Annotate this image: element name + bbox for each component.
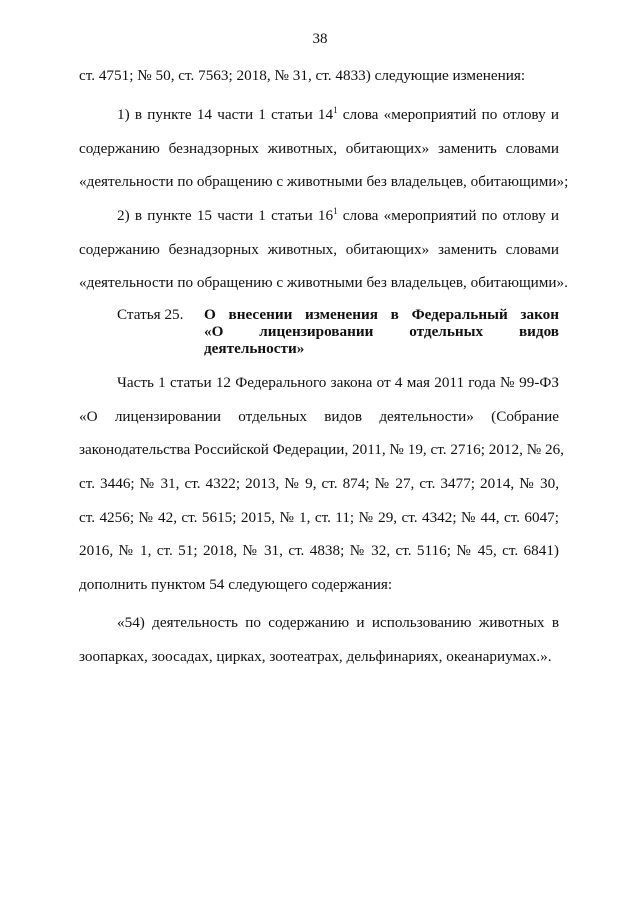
item1-line-1-after: слова «мероприятий по отлову и [337, 106, 560, 123]
article-title-line-2: «О лицензировании отдельных видов [204, 323, 559, 340]
body-line-3: законодательства Российской Федерации, 2011, № 19, ст. 2716; 2012, № 26, [79, 441, 564, 459]
item1-line-1 [79, 98, 559, 132]
intro-paragraph [79, 59, 559, 93]
article-title [204, 306, 559, 357]
article-title-line-3: деятельности» [204, 340, 305, 357]
body-line-1: Часть 1 статьи 12 Федерального закона от 4 мая 2011 года № 99-ФЗ [117, 374, 559, 391]
article-label: Статья 25. [117, 306, 184, 323]
amendment-item-1 [79, 98, 569, 199]
new-item-54 [79, 606, 559, 673]
item1-superscript: 1 [333, 105, 338, 115]
item2-superscript: 1 [333, 206, 338, 216]
amendment-item-2 [79, 199, 568, 300]
body-paragraph [79, 366, 564, 602]
item1-line-1-before: 1) в пункте 14 части 1 статьи 14 [117, 106, 334, 123]
intro-line: ст. 4751; № 50, ст. 7563; 2018, № 31, ст. 4833) следующие изменения: [79, 67, 526, 84]
article-title-line-1: О внесении изменения в Федеральный закон [204, 306, 559, 323]
item1-line-2: содержанию безнадзорных животных, обитающих» заменить словами [79, 139, 559, 157]
body-line-7: дополнить пунктом 54 следующего содержания: [79, 576, 393, 594]
item1-line-3: «деятельности по обращению с животными без владельцев, обитающими»; [79, 173, 569, 191]
item2-line-1-before: 2) в пункте 15 части 1 статьи 16 [117, 207, 334, 224]
item2-line-1 [79, 199, 559, 233]
body-line-6: 2016, № 1, ст. 51; 2018, № 31, ст. 4838; № 32, ст. 5116; № 45, ст. 6841) [79, 542, 559, 560]
new-item-line-1: «54) деятельность по содержанию и использованию животных в [117, 614, 559, 631]
page-number: 38 [312, 31, 328, 47]
item2-line-3: «деятельности по обращению с животными без владельцев, обитающими». [79, 274, 568, 292]
item2-line-1-after: слова «мероприятий по отлову и [337, 207, 560, 224]
body-line-2: «О лицензировании отдельных видов деятельности» (Собрание [79, 407, 559, 425]
new-item-line-2: зоопарках, зоосадах, цирках, зоотеатрах, дельфинариях, океанариумах.». [79, 647, 552, 665]
body-line-5: ст. 4256; № 42, ст. 5615; 2015, № 1, ст. 11; № 29, ст. 4342; № 44, ст. 6047; [79, 508, 559, 526]
item2-line-2: содержанию безнадзорных животных, обитающих» заменить словами [79, 240, 559, 258]
body-line-4: ст. 3446; № 31, ст. 4322; 2013, № 9, ст. 874; № 27, ст. 3477; 2014, № 30, [79, 475, 559, 493]
